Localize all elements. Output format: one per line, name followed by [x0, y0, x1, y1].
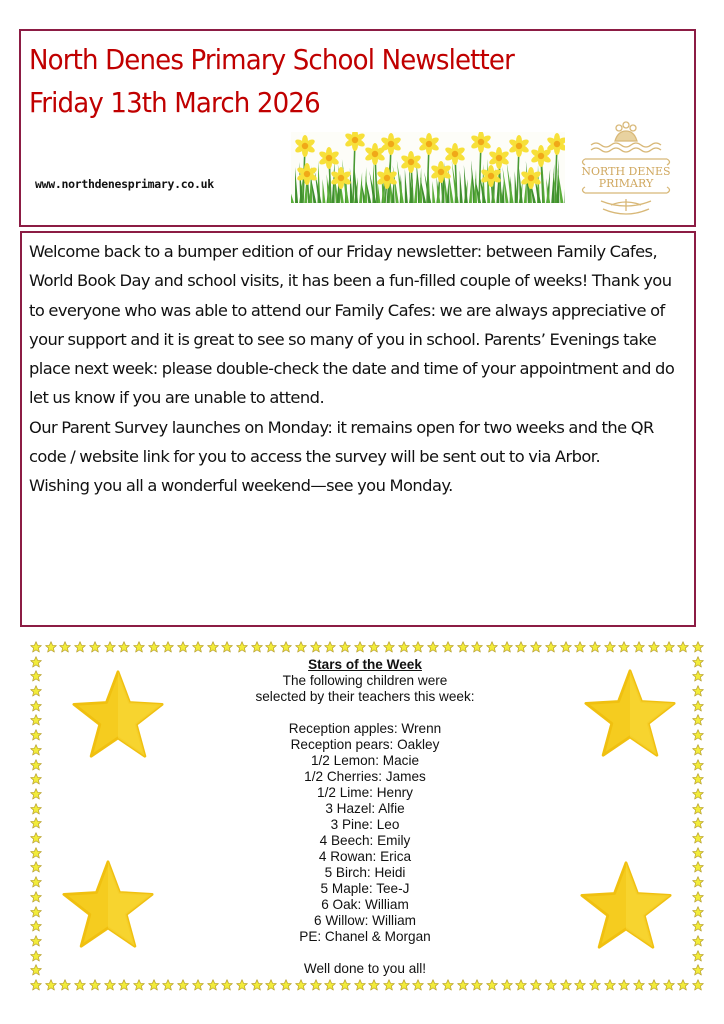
border-star-icon	[692, 772, 704, 784]
border-star-icon	[618, 640, 630, 652]
border-star-icon	[412, 978, 424, 990]
border-star-icon	[45, 978, 57, 990]
school-logo	[571, 119, 681, 219]
border-star-icon	[412, 640, 424, 652]
border-star-icon	[30, 802, 42, 814]
logo-text-line1: NORTH DENES	[581, 165, 671, 178]
award-item: Reception pears: Oakley	[290, 737, 440, 752]
border-star-icon	[354, 978, 366, 990]
border-star-icon	[530, 978, 542, 990]
border-star-icon	[251, 978, 263, 990]
border-star-icon	[207, 978, 219, 990]
border-star-icon	[471, 978, 483, 990]
border-star-icon	[192, 978, 204, 990]
border-star-icon	[663, 978, 675, 990]
award-item: PE: Chanel & Morgan	[299, 929, 431, 944]
border-star-icon	[692, 978, 704, 990]
award-item: 3 Hazel: Alfie	[325, 801, 405, 816]
border-star-icon	[148, 978, 160, 990]
border-star-icon	[501, 640, 513, 652]
star-icon	[70, 668, 166, 760]
border-star-icon	[692, 640, 704, 652]
border-star-icon	[589, 640, 601, 652]
star-icon	[582, 667, 678, 759]
stars-intro-line2: selected by their teachers this week:	[255, 689, 475, 704]
border-star-icon	[692, 684, 704, 696]
border-star-icon	[692, 860, 704, 872]
border-star-icon	[310, 978, 322, 990]
border-star-icon	[30, 743, 42, 755]
border-star-icon	[162, 978, 174, 990]
border-star-icon	[515, 640, 527, 652]
border-star-icon	[89, 978, 101, 990]
border-star-icon	[354, 640, 366, 652]
border-star-icon	[162, 640, 174, 652]
border-star-icon	[30, 684, 42, 696]
award-item: 5 Maple: Tee-J	[320, 881, 410, 896]
star-icon	[578, 859, 674, 951]
border-star-icon	[677, 978, 689, 990]
border-star-icon	[530, 640, 542, 652]
border-star-icon	[692, 831, 704, 843]
border-star-icon	[692, 713, 704, 725]
border-star-icon	[457, 640, 469, 652]
border-star-icon	[633, 978, 645, 990]
border-star-icon	[221, 640, 233, 652]
award-item: 4 Rowan: Erica	[318, 849, 412, 864]
stars-closing: Well done to you all!	[303, 961, 427, 976]
border-star-icon	[692, 787, 704, 799]
border-star-icon	[560, 640, 572, 652]
border-star-icon	[221, 978, 233, 990]
border-star-icon	[486, 978, 498, 990]
border-star-icon	[177, 978, 189, 990]
award-item: 4 Beech: Emily	[319, 833, 411, 848]
border-star-icon	[30, 905, 42, 917]
border-star-icon	[692, 905, 704, 917]
border-star-icon	[74, 978, 86, 990]
border-star-icon	[692, 655, 704, 667]
border-star-icon	[692, 890, 704, 902]
border-star-icon	[30, 890, 42, 902]
border-star-icon	[368, 978, 380, 990]
border-star-icon	[604, 978, 616, 990]
award-item: 1/2 Cherries: James	[304, 769, 426, 784]
logo-text-line2: PRIMARY	[598, 177, 654, 190]
border-star-icon	[339, 978, 351, 990]
stars-of-the-week-list	[200, 657, 530, 977]
border-star-icon	[692, 728, 704, 740]
welcome-message	[29, 237, 688, 501]
border-star-icon	[265, 640, 277, 652]
border-star-icon	[133, 640, 145, 652]
border-star-icon	[515, 978, 527, 990]
border-star-icon	[574, 978, 586, 990]
border-star-icon	[30, 816, 42, 828]
border-star-icon	[30, 831, 42, 843]
border-star-icon	[30, 655, 42, 667]
border-star-icon	[383, 978, 395, 990]
border-star-icon	[648, 978, 660, 990]
award-item: 1/2 Lime: Henry	[317, 785, 413, 800]
border-star-icon	[192, 640, 204, 652]
border-star-icon	[545, 978, 557, 990]
border-star-icon	[398, 978, 410, 990]
award-item: 5 Birch: Heidi	[324, 865, 406, 880]
border-star-icon	[339, 640, 351, 652]
border-star-icon	[692, 699, 704, 711]
border-star-icon	[30, 699, 42, 711]
border-star-icon	[692, 743, 704, 755]
border-star-icon	[30, 934, 42, 946]
border-star-icon	[545, 640, 557, 652]
border-star-icon	[692, 816, 704, 828]
border-star-icon	[30, 728, 42, 740]
award-item: 6 Oak: William	[321, 897, 409, 912]
border-star-icon	[30, 669, 42, 681]
border-star-icon	[604, 640, 616, 652]
border-star-icon	[30, 772, 42, 784]
border-star-icon	[59, 640, 71, 652]
survey-paragraph: Our Parent Survey launches on Monday: it remains open for two weeks and the QR code / website link for you to access the survey will be sent out to via Arbor.	[29, 417, 654, 467]
border-star-icon	[648, 640, 660, 652]
border-star-icon	[30, 919, 42, 931]
border-star-icon	[30, 978, 42, 990]
border-star-icon	[45, 640, 57, 652]
border-star-icon	[560, 978, 572, 990]
border-star-icon	[265, 978, 277, 990]
border-star-icon	[442, 640, 454, 652]
border-star-icon	[589, 978, 601, 990]
border-star-icon	[280, 978, 292, 990]
border-star-icon	[30, 875, 42, 887]
welcome-message-box	[20, 231, 696, 627]
stars-intro-line1: The following children were	[282, 673, 448, 688]
border-star-icon	[310, 640, 322, 652]
border-star-icon	[30, 787, 42, 799]
newsletter-title: North Denes Primary School Newsletter	[29, 43, 514, 76]
signoff-paragraph: Wishing you all a wonderful weekend—see you Monday.	[29, 476, 453, 496]
border-star-icon	[30, 846, 42, 858]
border-star-icon	[30, 640, 42, 652]
newsletter-header	[19, 29, 696, 227]
border-star-icon	[118, 640, 130, 652]
border-star-icon	[442, 978, 454, 990]
award-item: Reception apples: Wrenn	[288, 721, 442, 736]
border-star-icon	[457, 978, 469, 990]
border-star-icon	[633, 640, 645, 652]
border-star-icon	[692, 802, 704, 814]
border-star-icon	[207, 640, 219, 652]
border-star-icon	[133, 978, 145, 990]
award-item: 6 Willow: William	[314, 913, 416, 928]
border-star-icon	[677, 640, 689, 652]
border-star-icon	[471, 640, 483, 652]
border-star-icon	[692, 963, 704, 975]
border-star-icon	[618, 978, 630, 990]
newsletter-date: Friday 13th March 2026	[29, 86, 320, 119]
border-star-icon	[692, 949, 704, 961]
border-star-icon	[30, 963, 42, 975]
border-star-icon	[118, 978, 130, 990]
award-item: 1/2 Lemon: Macie	[310, 753, 420, 768]
border-star-icon	[324, 978, 336, 990]
border-star-icon	[236, 640, 248, 652]
border-star-icon	[383, 640, 395, 652]
border-star-icon	[30, 713, 42, 725]
border-star-icon	[89, 640, 101, 652]
border-star-icon	[486, 640, 498, 652]
border-star-icon	[692, 669, 704, 681]
border-star-icon	[280, 640, 292, 652]
school-website-link[interactable]: www.northdenesprimary.co.uk	[35, 177, 214, 191]
border-star-icon	[177, 640, 189, 652]
border-star-icon	[692, 846, 704, 858]
border-star-icon	[104, 640, 116, 652]
border-star-icon	[692, 919, 704, 931]
border-star-icon	[295, 978, 307, 990]
border-star-icon	[427, 978, 439, 990]
border-star-icon	[501, 978, 513, 990]
daffodils-banner-image	[291, 132, 565, 203]
border-star-icon	[574, 640, 586, 652]
border-star-icon	[692, 934, 704, 946]
stars-heading: Stars of the Week	[308, 657, 422, 672]
border-star-icon	[692, 875, 704, 887]
border-star-icon	[30, 758, 42, 770]
star-icon	[60, 858, 156, 950]
border-star-icon	[148, 640, 160, 652]
border-star-icon	[104, 978, 116, 990]
border-star-icon	[30, 949, 42, 961]
border-star-icon	[236, 978, 248, 990]
border-star-icon	[427, 640, 439, 652]
border-star-icon	[368, 640, 380, 652]
award-item: 3 Pine: Leo	[330, 817, 400, 832]
border-star-icon	[251, 640, 263, 652]
welcome-paragraph: Welcome back to a bumper edition of our Friday newsletter: between Family Cafes, World Book Day and school visits, it has been a fun-filled couple of weeks! Thank you to everyone who was able to attend our Family Cafes: we are always appreciative of your support and it is great to see so many of you in school. Parents’ Evenings take place next week: please double-check the date and time of your appointment and do let us know if you are unable to attend.	[29, 242, 675, 408]
border-star-icon	[59, 978, 71, 990]
border-star-icon	[295, 640, 307, 652]
border-star-icon	[692, 758, 704, 770]
border-star-icon	[398, 640, 410, 652]
border-star-icon	[324, 640, 336, 652]
border-star-icon	[30, 860, 42, 872]
border-star-icon	[74, 640, 86, 652]
border-star-icon	[663, 640, 675, 652]
